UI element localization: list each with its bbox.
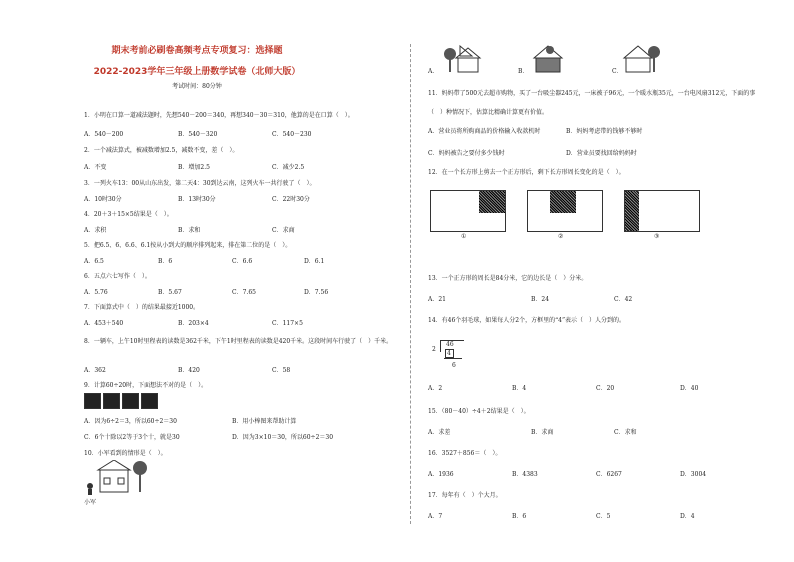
long-division [432, 332, 472, 374]
house-view-a-icon [440, 44, 490, 74]
paper-subtitle: 2022-2023学年三年级上册数学试卷（北师大版） [93, 67, 301, 77]
rectangle-figure-3 [624, 190, 700, 232]
question-11: 11．妈妈带了500元去超市购物，买了一台吸尘器245元，一床被子96元，一个暖水瓶35元，一台电风扇312元，下面的事 [428, 90, 756, 97]
question-5: 5．把6.5、6、6.6、6.1按从小到大的顺序排列起来，排在第二位的是（ ）。 [84, 242, 292, 249]
caption-xiaojun: 小军 [84, 499, 97, 506]
q17-option-a[interactable]: A．7 [428, 513, 443, 520]
q10-option-a[interactable]: A． [428, 68, 439, 75]
q1-option-a[interactable]: A．540－200 [84, 131, 124, 138]
question-9: 9．计算60÷20时，下面想法不对的是（ ）。 [84, 382, 208, 389]
stick-bundle-icon [103, 393, 120, 409]
q5-option-c[interactable]: C．6.6 [232, 258, 253, 265]
q2-option-a[interactable]: A．不变 [84, 164, 107, 171]
q2-option-c[interactable]: C．减少2.5 [272, 164, 305, 171]
q17-option-d[interactable]: D．4 [680, 513, 695, 520]
question-11-line2: （ ）种情况下，估算比精确计算更有价值。 [428, 109, 549, 116]
stick-bundles-image [84, 393, 156, 409]
house-view-b-icon [528, 44, 568, 74]
house-view-c-icon [622, 44, 662, 74]
question-6: 6．五点六七写作（ ）。 [84, 273, 151, 280]
stick-bundle-icon [141, 393, 158, 409]
q13-option-c[interactable]: C．42 [614, 296, 633, 303]
q14-option-c[interactable]: C．20 [596, 385, 615, 392]
question-3: 3．一列火车13：00从山东出发，第二天4：30到达云南，这列火车一共行驶了（ ）。 [84, 180, 316, 187]
question-16: 16．3527＋856＝（ ）。 [428, 450, 502, 457]
figure-2-label: ② [558, 233, 564, 240]
q13-option-b[interactable]: B．24 [531, 296, 550, 303]
question-14: 14．有46个羽毛球，如果每人分2个，方框里的“4”表示（ ）人分到的。 [428, 317, 626, 324]
q7-option-b[interactable]: B．203×4 [178, 320, 209, 327]
q14-option-a[interactable]: A．2 [428, 385, 443, 392]
q3-option-a[interactable]: A．10时30分 [84, 196, 122, 203]
q4-option-c[interactable]: C．求商 [272, 227, 295, 234]
house-with-tree-image [84, 460, 164, 500]
q16-option-c[interactable]: C．6267 [596, 471, 622, 478]
q6-option-a[interactable]: A．5.76 [84, 289, 108, 296]
division-bracket [440, 340, 441, 352]
question-4: 4．20＋3＋15×5结果是（ ）。 [84, 211, 173, 218]
q17-option-c[interactable]: C．5 [596, 513, 611, 520]
q15-option-b[interactable]: B．求商 [531, 429, 554, 436]
q11-option-b[interactable]: B．妈妈考虑带的钱够不够时 [566, 128, 643, 135]
q15-option-a[interactable]: A．求差 [428, 429, 451, 436]
cut-square [479, 191, 505, 213]
q9-option-d[interactable]: D．因为3×10＝30，所以60÷2＝30 [232, 434, 334, 441]
question-1: 1．小明在口算一道减法题时，先想540－200＝340，再想340－30＝310，他算的是在口算（ ）。 [84, 112, 354, 119]
q8-option-a[interactable]: A．362 [84, 367, 106, 374]
divisor: 2 [432, 346, 436, 353]
q11-option-a[interactable]: A．营业员将所购商品的价格输入收款机时 [428, 128, 541, 135]
subtract-line [444, 358, 462, 359]
rectangle-figure-1 [430, 190, 506, 232]
figure-3-label: ③ [654, 233, 660, 240]
q7-option-c[interactable]: C．117×5 [272, 320, 303, 327]
q16-option-b[interactable]: B．4383 [512, 471, 538, 478]
question-2: 2．一个减法算式，被减数增加2.5，减数不变，差（ ）。 [84, 147, 239, 154]
stick-bundle-icon [84, 393, 101, 409]
q8-option-c[interactable]: C．58 [272, 367, 291, 374]
q2-option-b[interactable]: B．增加2.5 [178, 164, 210, 171]
q16-option-d[interactable]: D．3004 [680, 471, 707, 478]
q6-option-b[interactable]: B．5.67 [158, 289, 182, 296]
q9-option-c[interactable]: C．6个十除以2等于3个十，就是30 [84, 434, 180, 441]
q5-option-b[interactable]: B．6 [158, 258, 173, 265]
q3-option-c[interactable]: C．22时30分 [272, 196, 310, 203]
q16-option-a[interactable]: A．1936 [428, 471, 454, 478]
q9-option-a[interactable]: A．因为6÷2＝3，所以60÷2＝30 [84, 418, 177, 425]
question-17: 17．每年有（ ）个大月。 [428, 492, 502, 499]
q13-option-a[interactable]: A．21 [428, 296, 446, 303]
q14-option-b[interactable]: B．4 [512, 385, 527, 392]
q14-option-d[interactable]: D．40 [680, 385, 699, 392]
answer-box [445, 349, 454, 358]
stick-bundle-icon [122, 393, 139, 409]
q7-option-a[interactable]: A．453＋540 [84, 320, 124, 327]
q5-option-d[interactable]: D．6.1 [304, 258, 325, 265]
paper-title: 期末考前必刷卷高频考点专项复习：选择题 [111, 46, 283, 56]
cut-square [550, 191, 576, 213]
question-7: 7．下面算式中（ ）的结果最接近1000。 [84, 304, 200, 311]
q4-option-a[interactable]: A．求积 [84, 227, 107, 234]
exam-time: 考试时间：80分钟 [172, 83, 222, 90]
q4-option-b[interactable]: B．求和 [178, 227, 201, 234]
cut-square [625, 191, 639, 231]
q11-option-c[interactable]: C．妈妈被告之要付多少钱时 [428, 150, 505, 157]
question-8: 8．一辆车，上午10时里程表的读数是362千米，下午1时里程表的读数是420千米。这段时间车行驶了（ ）千米。 [84, 338, 393, 345]
dividend: 46 [446, 341, 454, 348]
q1-option-c[interactable]: C．540－230 [272, 131, 312, 138]
q15-option-c[interactable]: C．求和 [614, 429, 637, 436]
subtracted: 4 [447, 350, 451, 357]
question-12: 12．在一个长方形上剪去一个正方形后，剩下长方形周长变化的是（ ）。 [428, 169, 625, 176]
question-15: 15．（80－40）÷4＋2结果是（ ）。 [428, 408, 530, 415]
q5-option-a[interactable]: A．6.5 [84, 258, 104, 265]
figure-1-label: ① [461, 233, 467, 240]
q10-option-b[interactable]: B． [518, 68, 529, 75]
q10-option-c[interactable]: C． [612, 68, 623, 75]
column-divider [410, 44, 411, 524]
q9-option-b[interactable]: B．用小棒图来帮助计算 [232, 418, 297, 425]
q11-option-d[interactable]: D．营业员要找回给妈妈时 [566, 150, 637, 157]
rectangle-figure-2 [527, 190, 603, 232]
q6-option-d[interactable]: D．7.56 [304, 289, 329, 296]
q1-option-b[interactable]: B．540－320 [178, 131, 218, 138]
remainder: 6 [452, 362, 456, 369]
q3-option-b[interactable]: B．13时30分 [178, 196, 216, 203]
question-13: 13．一个正方形的周长是84分米，它的边长是（ ）分米。 [428, 275, 588, 282]
question-10: 10．小军看到的情形是（ ）。 [84, 450, 167, 457]
q17-option-b[interactable]: B．6 [512, 513, 527, 520]
q6-option-c[interactable]: C．7.65 [232, 289, 256, 296]
q8-option-b[interactable]: B．420 [178, 367, 200, 374]
